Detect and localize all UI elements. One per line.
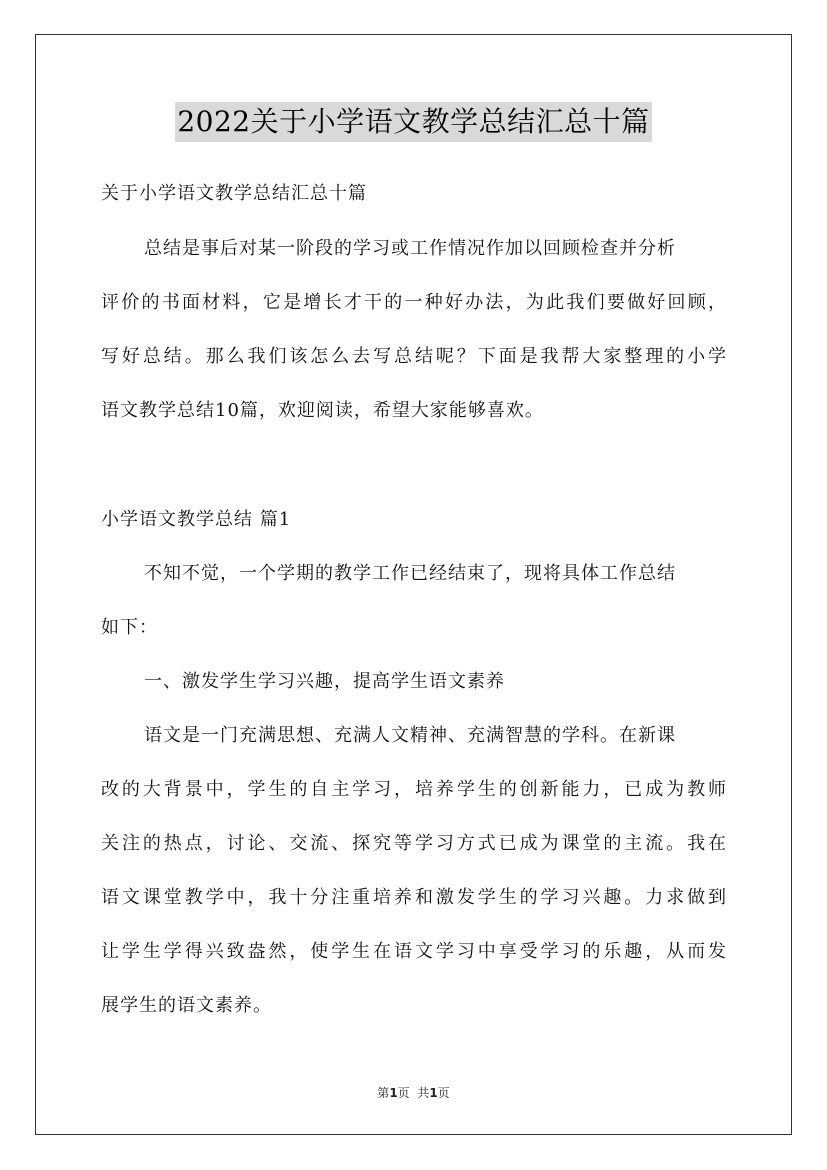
paragraph-line: 关注的热点，讨论、交流、探究等学习方式已成为课堂的主流。我在 (101, 833, 727, 854)
paragraph-line: 让学生学得兴致盎然，使学生在语文学习中享受学习的乐趣，从而发 (101, 941, 727, 962)
paragraph-line: 写好总结。那么我们该怎么去写总结呢？下面是我帮大家整理的小学 (101, 346, 727, 367)
paragraph-line: 如下： (101, 617, 158, 638)
sub-heading: 一、激发学生学习兴趣，提高学生语文素养 (144, 671, 505, 692)
footer-mid: 页 共 (397, 1086, 430, 1100)
paragraph-line: 总结是事后对某一阶段的学习或工作情况作加以回顾检查并分析 (144, 238, 676, 259)
paragraph-line: 不知不觉，一个学期的教学工作已经结束了，现将具体工作总结 (144, 563, 676, 584)
paragraph-line: 语文是一门充满思想、充满人文精神、充满智慧的学科。在新课 (144, 725, 676, 746)
footer-page-total: 1 (429, 1086, 438, 1100)
paragraph-line: 评价的书面材料，它是增长才干的一种好办法，为此我们要做好回顾， (101, 292, 727, 313)
subtitle-line: 关于小学语文教学总结汇总十篇 (101, 183, 367, 204)
footer-prefix: 第 (377, 1086, 390, 1100)
footer-page-current: 1 (389, 1086, 398, 1100)
section-heading: 小学语文教学总结 篇1 (101, 509, 292, 530)
paragraph-line: 展学生的语文素养。 (101, 995, 272, 1016)
title-wrap (0, 102, 827, 142)
paragraph-line: 改的大背景中，学生的自主学习，培养学生的创新能力，已成为教师 (101, 779, 727, 800)
document-title: 2022关于小学语文教学总结汇总十篇 (175, 102, 651, 142)
paragraph-line: 语文教学总结10篇，欢迎阅读，希望大家能够喜欢。 (101, 400, 544, 421)
footer-suffix: 页 (437, 1086, 450, 1100)
paragraph-line: 语文课堂教学中，我十分注重培养和激发学生的学习兴趣。力求做到 (101, 887, 727, 908)
page-footer (0, 1084, 827, 1101)
